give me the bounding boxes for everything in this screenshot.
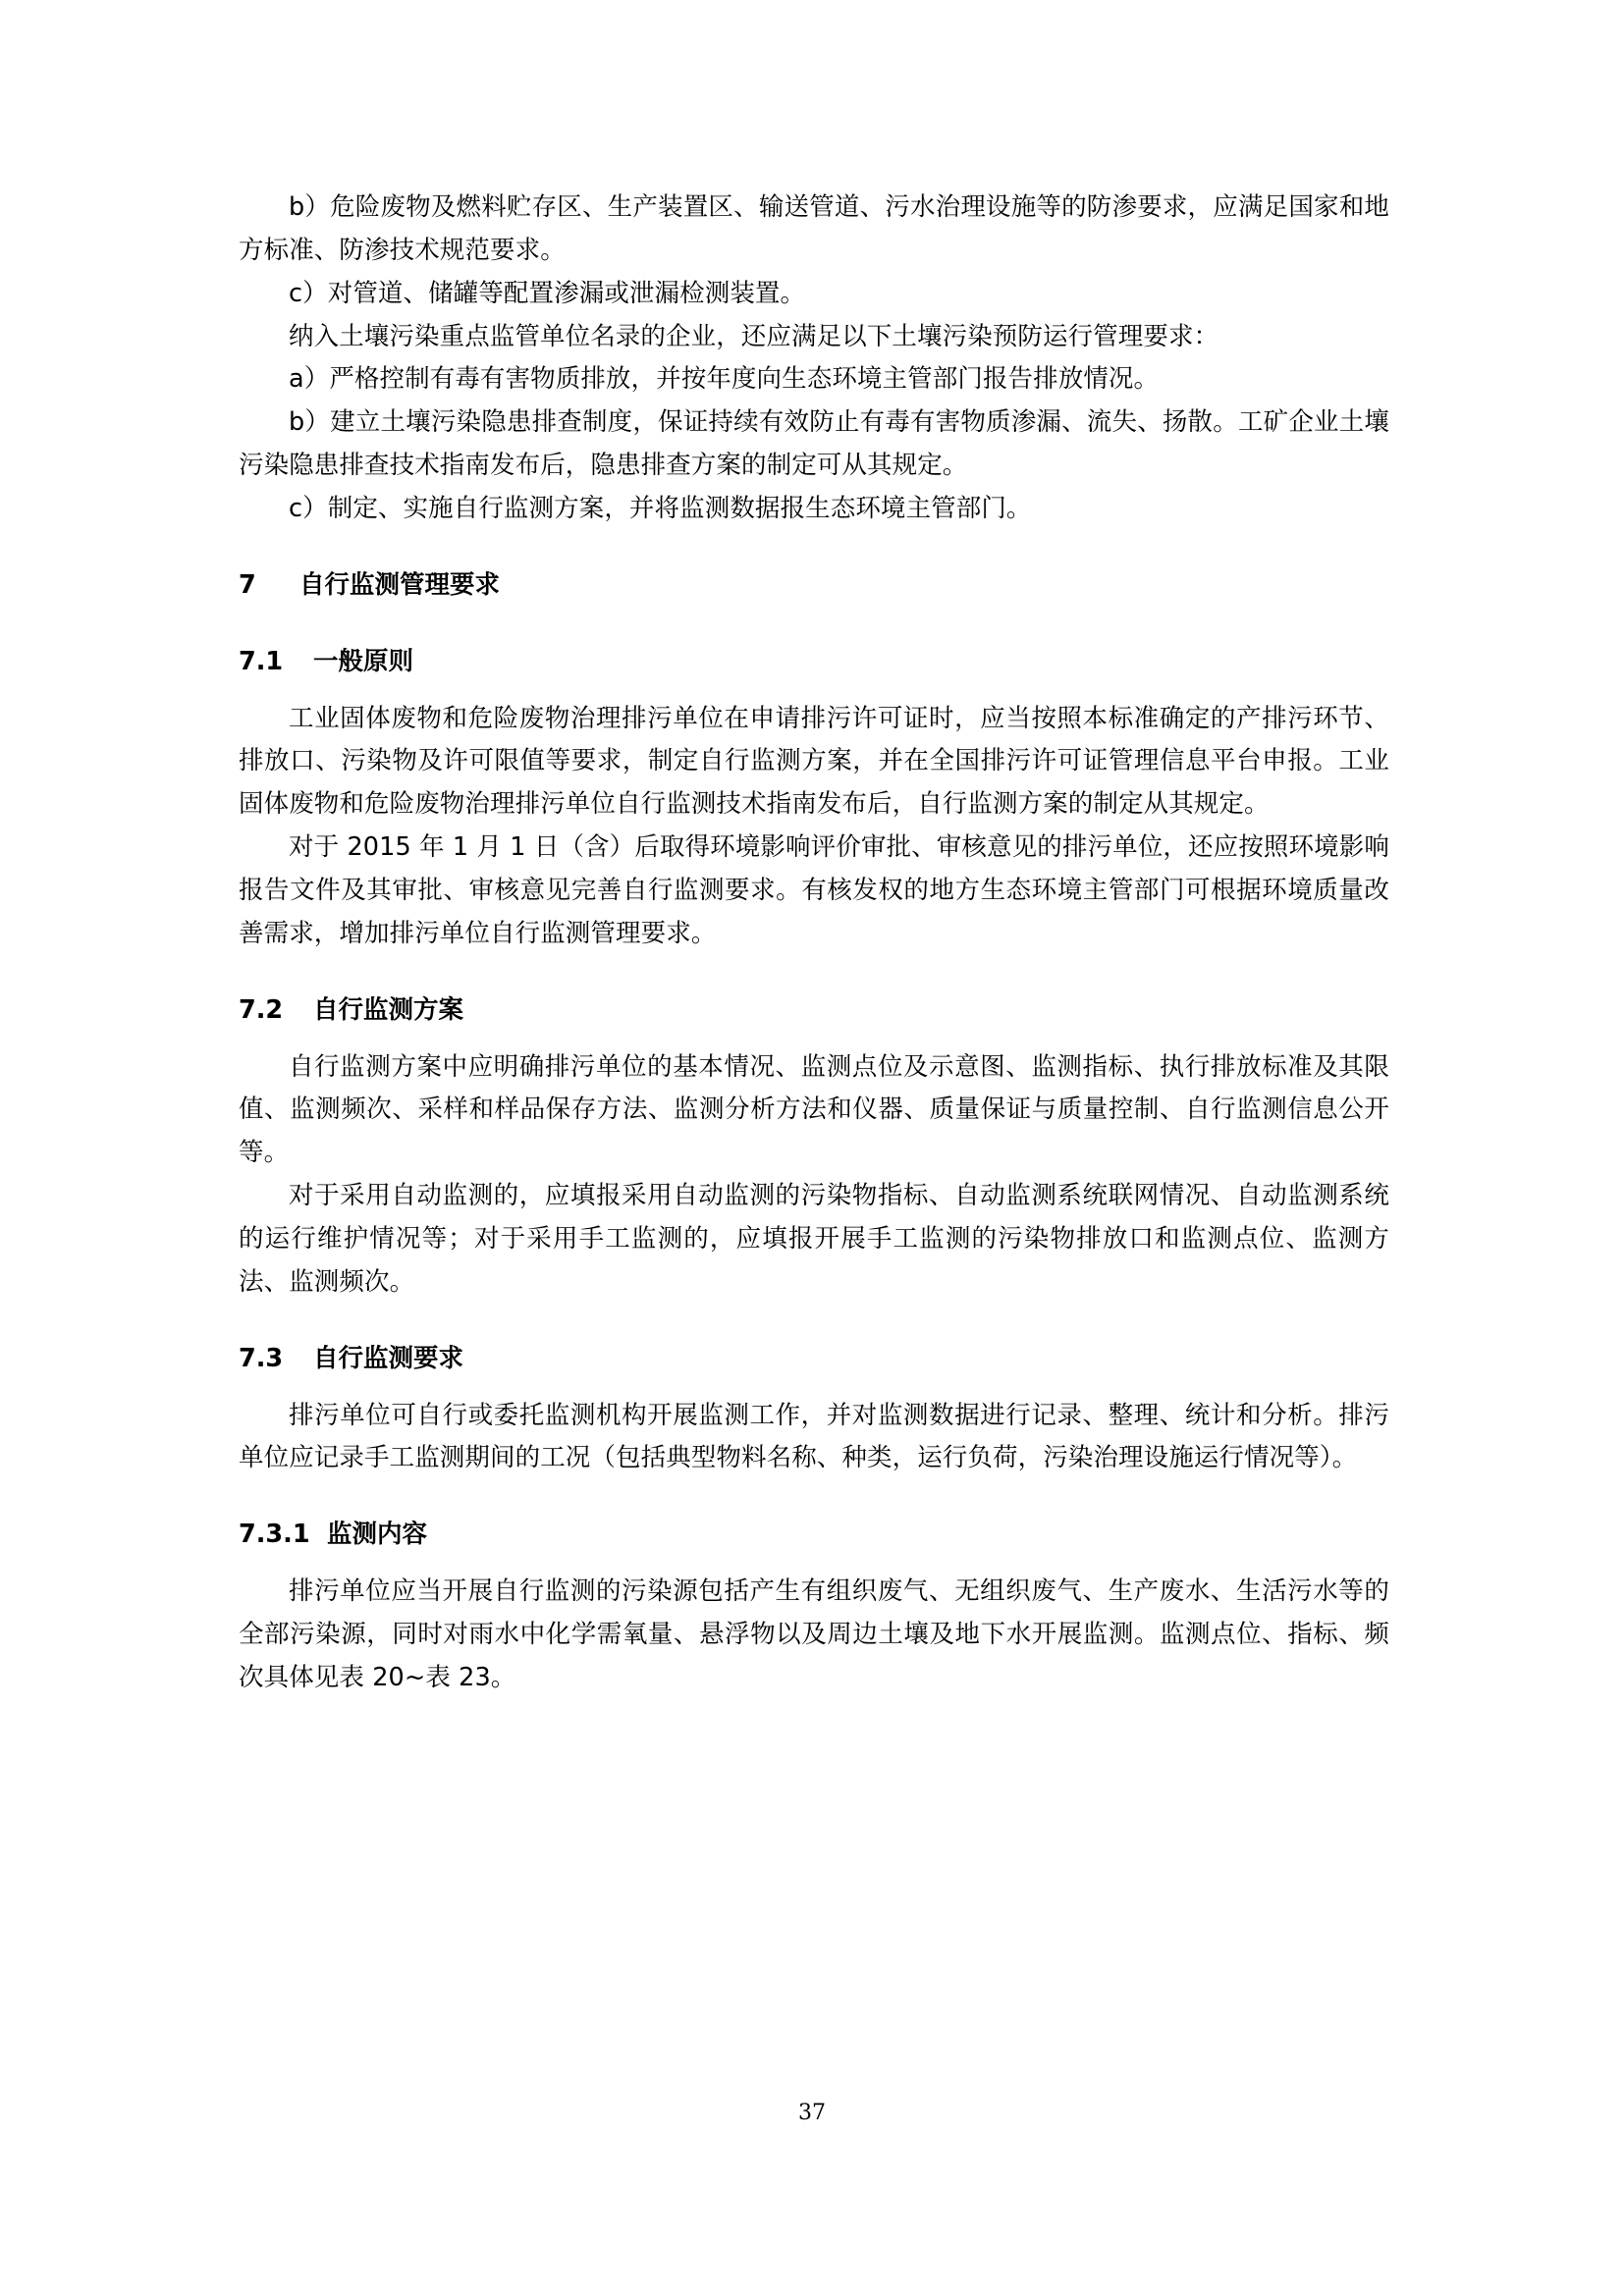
section-title-7-3: 自行监测要求 <box>313 1343 464 1373</box>
page-number: 37 <box>798 2101 826 2125</box>
page-content <box>239 187 1389 1700</box>
section-number-7-3: 7.3 <box>239 1343 284 1373</box>
paragraph-c-self-monitoring-plan: c）制定、实施自行监测方案，并将监测数据报生态环境主管部门。 <box>289 494 1032 524</box>
paragraph-monitoring-plan-content: 自行监测方案中应明确排污单位的基本情况、监测点位及示意图、监测指标、执行排放标准及其限值、监测频次、采样和样品保存方法、监测分析方法和仪器、质量保证与质量控制、自行监测信息公开等。 <box>239 1051 1389 1168</box>
paragraph-b-seepage: b）危险废物及燃料贮存区、生产装置区、输送管道、污水治理设施等的防渗要求，应满足国家和地方标准、防渗技术规范要求。 <box>239 192 1389 265</box>
section-title-7-1: 一般原则 <box>313 646 414 676</box>
section-number-7-2: 7.2 <box>239 994 284 1025</box>
paragraph-soil-key-units: 纳入土壤污染重点监管单位名录的企业，还应满足以下土壤污染预防运行管理要求： <box>289 321 1219 351</box>
section-heading-7-1 <box>239 641 1389 684</box>
paragraph-b-hidden-danger: b）建立土壤污染隐患排查制度，保证持续有效防止有毒有害物质渗漏、流失、扬散。工矿企业土壤污染隐患排查技术指南发布后，隐患排查方案的制定可从其规定。 <box>239 407 1389 481</box>
paragraph-auto-manual-monitoring: 对于采用自动监测的，应填报采用自动监测的污染物指标、自动监测系统联网情况、自动监测系统的运行维护情况等；对于采用手工监测的，应填报开展手工监测的污染物排放口和监测点位、监测方法、监测频次。 <box>239 1181 1389 1297</box>
paragraph-monitoring-content: 排污单位应当开展自行监测的污染源包括产生有组织废气、无组织废气、生产废水、生活污水等的全部污染源，同时对雨水中化学需氧量、悬浮物以及周边土壤及地下水开展监测。监测点位、指标、频次具体见表 20~表 23。 <box>239 1576 1389 1692</box>
section-number-7-1: 7.1 <box>239 646 284 676</box>
section-heading-7-3-1 <box>239 1514 1389 1557</box>
paragraph-general-principle-2: 对于 2015 年 1 月 1 日（含）后取得环境影响评价审批、审核意见的排污单位，还应按照环境影响报告文件及其审批、审核意见完善自行监测要求。有核发权的地方生态环境主管部门可根据环境质量改善需求，增加排污单位自行监测管理要求。 <box>239 832 1389 948</box>
paragraph-c-leak-detection: c）对管道、储罐等配置渗漏或泄漏检测装置。 <box>289 278 806 308</box>
section-heading-7 <box>239 564 1389 608</box>
section-heading-7-2 <box>239 989 1389 1033</box>
section-title-7-2: 自行监测方案 <box>313 994 464 1025</box>
section-title-7-3-1: 监测内容 <box>327 1520 428 1550</box>
paragraph-monitoring-requirements: 排污单位可自行或委托监测机构开展监测工作，并对监测数据进行记录、整理、统计和分析。排污单位应记录手工监测期间的工况（包括典型物料名称、种类，运行负荷，污染治理设施运行情况等）。 <box>239 1400 1389 1473</box>
paragraph-general-principle-1: 工业固体废物和危险废物治理排污单位在申请排污许可证时，应当按照本标准确定的产排污环节、排放口、污染物及许可限值等要求，制定自行监测方案，并在全国排污许可证管理信息平台申报。工业固体废物和危险废物治理排污单位自行监测技术指南发布后，自行监测方案的制定从其规定。 <box>239 703 1389 820</box>
section-number-7-3-1: 7.3.1 <box>239 1520 310 1550</box>
paragraph-a-emission-control: a）严格控制有毒有害物质排放，并按年度向生态环境主管部门报告排放情况。 <box>289 364 1160 395</box>
section-title-7: 自行监测管理要求 <box>299 569 501 600</box>
section-heading-7-3 <box>239 1338 1389 1381</box>
section-number-7: 7 <box>239 569 256 600</box>
